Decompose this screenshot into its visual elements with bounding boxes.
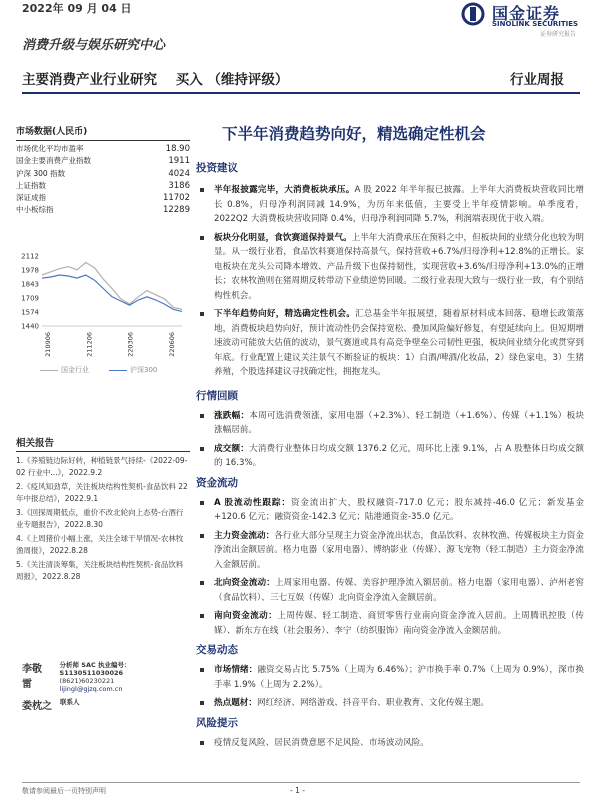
market-data-label: 深证成指: [16, 193, 46, 203]
bullet-lead: 涨跌幅：: [214, 410, 250, 421]
research-center: 消费升级与娱乐研究中心: [22, 38, 166, 53]
y-tick-label: 1843: [21, 280, 39, 289]
industry-rating: [22, 68, 288, 88]
legend-item-hs300: 沪深300: [109, 365, 157, 375]
y-tick-label: 1978: [21, 266, 39, 275]
bullet-lead: A 股流动性跟踪：: [214, 497, 291, 508]
market-data-label: 市场优化平均市盈率: [16, 144, 84, 153]
logo-en: SINOLINK SECURITIES: [492, 20, 579, 28]
market-data-value: 18.90: [165, 144, 190, 154]
bullet-item: [196, 231, 584, 304]
bullet-lead: 板块分化明显，食饮赛道保持景气。: [214, 232, 352, 243]
bullet-item: [196, 576, 584, 605]
x-tick-label: 220306: [126, 332, 135, 357]
analyst-role-2: 联系人: [60, 698, 80, 706]
market-data-row: [16, 192, 190, 204]
y-tick-label: 1709: [21, 294, 39, 303]
capital-list: [196, 496, 584, 639]
bullet-text: A 股 2022 年半年报已披露。上半年大消费板块营收同比增长 0.8%，归母净利润同减 14.9%，为历年来低值，主要受上半年疫情影响。单季度看，2022Q2 大消费板块营收同降 0.4%，归母净利润同降 5.7%，利润端表现优于收入端。: [214, 185, 584, 224]
series-line-hs300: [42, 275, 182, 311]
bullet-item: [196, 696, 584, 711]
related-report-item[interactable]: 4.《上周猪价小幅上涨，关注全球干旱情况-农林牧渔周报》，2022.8.28: [16, 534, 184, 555]
bullet-item: [196, 442, 584, 471]
market-data-row: [16, 143, 190, 155]
review-list: [196, 409, 584, 471]
bullet-text: 资金流出扩大，股权融资-717.0 亿元；股东减持-46.0 亿元；新发基金+120.6 亿元；融资资金-142.3 亿元；陆港通资金-35.0 亿元。: [214, 497, 584, 522]
bullet-text: 大消费行业整体日均成交额 1376.2 亿元，周环比上涨 9.1%，占 A 股整体日均成交额的 16.3%。: [214, 443, 584, 468]
bullet-item: [196, 736, 584, 751]
x-tick-label: 211206: [85, 332, 94, 357]
bullet-item: [196, 529, 584, 573]
analyst-name-2: 娄枕之: [22, 701, 52, 712]
bullet-text: 上周家用电器、传媒、美容护理净流入额居前。格力电器（家用电器）、泸州老窖（食品饮料）、三七互娱（传媒）北向资金净流入金额居前。: [214, 578, 584, 603]
bullet-text: 疫情反复风险、居民消费意愿不足风险、市场波动风险。: [214, 737, 429, 748]
legend-item-industry: 国金行业: [40, 365, 89, 375]
market-data-value: 4024: [168, 168, 190, 179]
related-report-item[interactable]: 2.《疫风知劲草，关注板块结构性契机-食品饮料 22 年中报总结》，2022.9.1: [16, 482, 188, 503]
section-risk: 风险提示: [196, 716, 238, 729]
analyst-block: [22, 660, 192, 712]
logo-sub: 证券研究报告: [540, 31, 577, 38]
x-tick-label: 210906: [44, 332, 52, 357]
market-data-value: 12289: [162, 205, 190, 216]
bullet-lead: 热点题材：: [214, 698, 257, 708]
bullet-text: 上周传媒、轻工制造、商贸零售行业南向资金净流入居前。上周腾讯控股（传媒）、新东方在线（社会服务）、李宁（纺织服饰）南向资金净流入金额居前。: [214, 611, 584, 636]
bullet-item: [196, 307, 584, 380]
section-review: 行情回顾: [196, 389, 238, 402]
market-data-label: 沪深 300 指数: [16, 168, 66, 178]
bullet-text: 融资交易占比 5.75%（上周为 6.46%）；沪市换手率 0.7%（上周为 0.9%），深市换手率 1.9%（上周为 2.2%）。: [214, 665, 584, 690]
section-invest: 投资建议: [196, 162, 238, 174]
analyst-phone-1: (8621)60230221: [59, 677, 115, 685]
market-data-row: [16, 168, 190, 180]
chart-legend: [40, 365, 157, 375]
market-data-rows: [16, 143, 190, 217]
related-report-item[interactable]: 1.《养殖链边际好转，种植链景气持续-《2022-09-02 行业中...》，2022.9.2: [16, 456, 188, 477]
header-divider: [22, 92, 580, 94]
bullet-text: 上半年大消费承压在预料之中，但板块间的业绩分化也较为明显。从一级行业看，食品饮料赛道保持高景气，保持营收+6.7%/归母净利+12.8%的正增长。家电板块在龙头公司降本增效、产品升级下也保持韧性，实现营收+3.6%/归母净利+13.0%的正增长；农林牧渔则在猪周期反转带动下业绩逆势回暖。二级行业表现大致与一级行业一致，有个别结构性机会。: [214, 232, 584, 301]
market-data-row: [16, 204, 190, 216]
market-data-panel: [16, 124, 190, 217]
analyst-email-1[interactable]: lijingl@gjzq.com.cn: [59, 685, 123, 693]
bullet-lead: 北向资金流动：: [214, 578, 275, 588]
rating-label: 买入 （维持评级）: [175, 72, 289, 88]
bullet-item: [196, 609, 584, 638]
industry-label: 主要消费产业行业研究: [22, 72, 157, 88]
x-tick-label: 220606: [168, 332, 176, 357]
footer-disclaimer: 敬请参阅最后一页特别声明: [22, 787, 106, 795]
bullet-lead: 主力资金流动：: [214, 530, 275, 541]
logo-cn: 国金证券: [492, 4, 561, 23]
market-data-value: 3186: [168, 180, 190, 191]
page-number: - 1 -: [290, 786, 305, 795]
related-reports-title: 相关报告: [16, 435, 190, 452]
report-date: 2022年 09 月 04 日: [22, 2, 132, 15]
related-reports-list: [16, 455, 190, 585]
section-trading: 交易动态: [196, 644, 238, 656]
bullet-lead: 南向资金流动：: [214, 611, 278, 621]
market-data-label: 中小板综指: [16, 205, 54, 215]
bullet-text: 各行业大部分呈现主力资金净流出状态，食品饮料、农林牧渔、传媒板块主力资金净流出金额居前。格力电器（家用电器）、博纳影业（传媒）、源飞宠物（轻工制造）主力资金净流入金额居前。: [214, 530, 584, 570]
bullet-lead: 市场情绪：: [214, 665, 258, 675]
report-type: 行业周报: [510, 72, 564, 88]
section-capital: 资金流动: [196, 476, 238, 489]
market-data-label: 上证指数: [16, 180, 46, 190]
bullet-item: [196, 663, 584, 692]
market-data-value: 11702: [162, 193, 190, 204]
related-report-item[interactable]: 5.《关注清淡筹集，关注板块结构性契机-食品饮料周报》，2022.8.28: [16, 560, 184, 581]
report-title: 下半年消费趋势向好，精选确定性机会: [222, 125, 486, 143]
market-data-value: 1911: [168, 156, 190, 167]
bullet-text: 汇总基金半年报展望，随着原材料成本回落、稳增长政策落地，消费板块趋势向好，预计流动性仍会保持宽松、叠加风险偏好修复，有望延续向上。但短期增速波动可能放大估值的波动，景气赛道或具有高竞争壁垒公司韧性更强，板块间业绩分化或贯穿到年底。行业配置上建议关注景气不断验证的板块：1）白酒/啤酒/化妆品，2）绿色家电，3）生猪养殖，个股选择建议寻找确定性，拥抱龙头。: [214, 309, 584, 377]
risk-list: [196, 736, 584, 751]
market-data-row: [16, 155, 190, 167]
bullet-item: [196, 183, 584, 227]
footer-divider: [22, 782, 580, 783]
y-tick-label: 2112: [21, 252, 39, 261]
trading-list: [196, 663, 584, 711]
bullet-lead: 成交额：: [214, 443, 250, 454]
market-data-title: 市场数据(人民币): [16, 124, 190, 141]
bullet-lead: 下半年趋势向好，精选确定性机会。: [214, 309, 356, 319]
bullet-item: [196, 409, 584, 438]
analyst-name-1: 李敬雷: [22, 664, 42, 690]
y-tick-label: 1574: [21, 308, 39, 317]
market-data-label: 国金主要消费产业指数: [16, 156, 91, 166]
invest-list: [196, 183, 584, 380]
bullet-item: [196, 496, 584, 525]
analyst-role-1: 分析师 SAC 执业编号：S1130511030026: [59, 661, 131, 677]
bullet-lead: 半年报披露完毕，大消费板块承压。: [214, 185, 355, 195]
sinolink-logo-icon: [458, 2, 488, 26]
main-content: [196, 160, 584, 754]
market-data-row: [16, 180, 190, 192]
bullet-text: 网红经济、网络游戏、抖音平台、职业教育、文化传媒主题。: [256, 698, 490, 708]
bullet-text: 本周可选消费领涨，家用电器（+2.3%）、轻工制造（+1.6%）、传媒（+1.1%）板块涨幅居前。: [214, 410, 584, 435]
related-report-item[interactable]: 3.《回探周期低点，重价不改北轮向上态势-台酒行业专题报告》，2022.8.30: [16, 508, 184, 529]
y-tick-label: 1440: [21, 322, 39, 331]
